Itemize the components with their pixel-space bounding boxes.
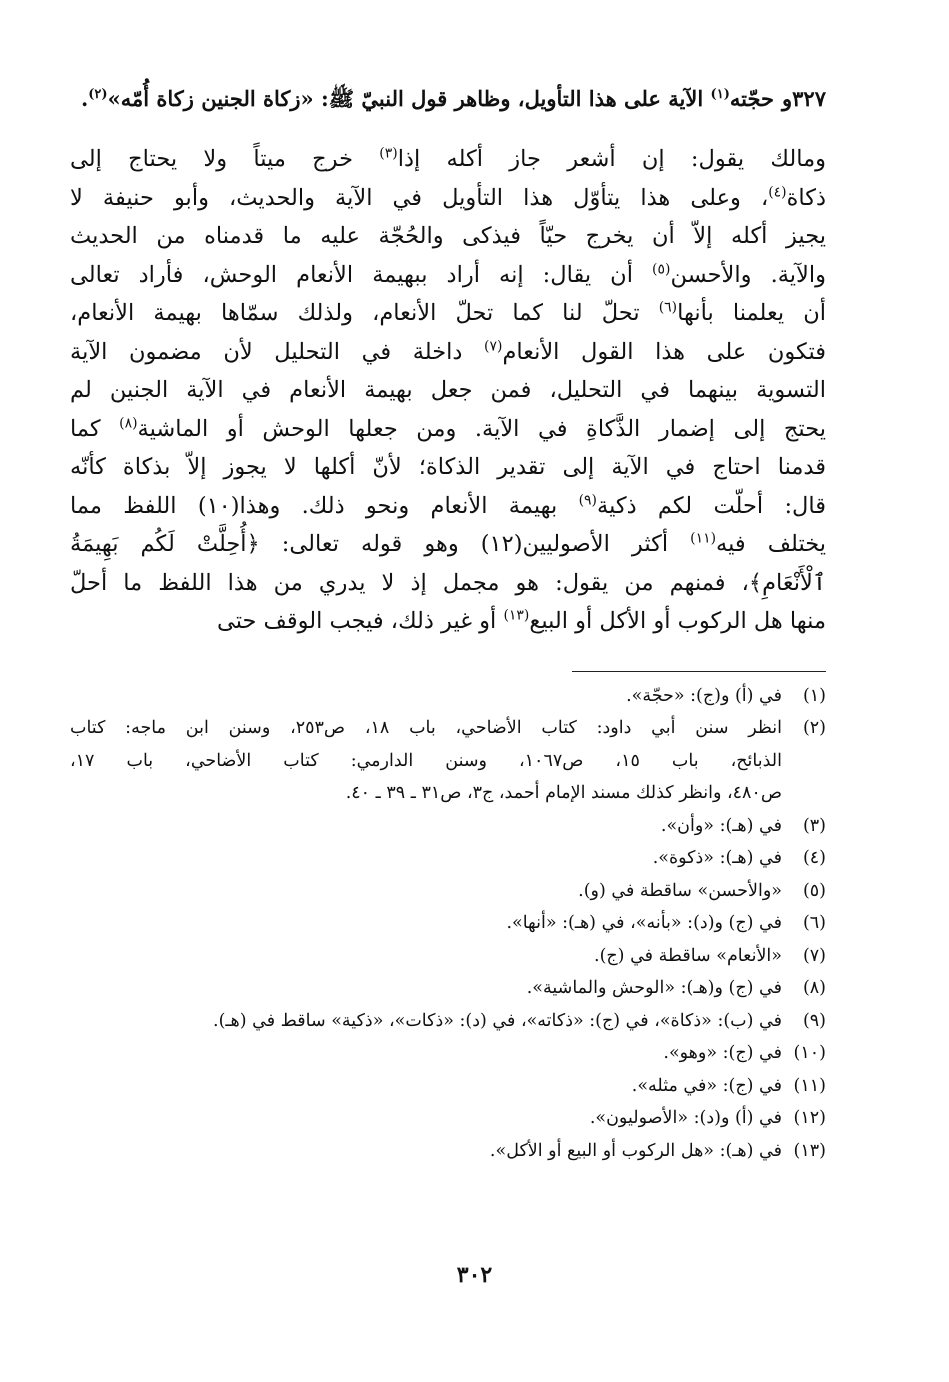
page-number: ٣٠٢: [456, 1262, 493, 1288]
body-text-segment: ذكاة: [786, 184, 826, 211]
body-line: [70, 487, 826, 526]
footnote-line: في (ج): «في مثله».: [631, 1075, 782, 1096]
footnote-line: في (ب): «ذكاة»، في (ج): «ذكاته»، في (د): «ذكات»، «ذكية» ساقط في (هـ).: [213, 1010, 782, 1031]
body-text-segment: أو غير ذلك، فيجب الوقف حتى: [216, 608, 504, 634]
footnote-line: انظر سنن أبي داود: كتاب الأضاحي، باب ١٨، ص٢٥٣، وسنن ابن ماجه: كتاب: [70, 718, 782, 738]
footnote-ref: (٥): [652, 261, 671, 277]
footnote-number: (٩): [802, 1010, 826, 1031]
running-header: [70, 78, 826, 120]
body-line: [70, 179, 826, 218]
footnotes: [70, 680, 826, 1168]
body-text-segment: فتكون على هذا القول الأنعام: [502, 338, 826, 365]
footnote: [70, 972, 826, 1005]
header-text-c: .: [80, 86, 89, 111]
body-text-segment: قال: أحلّت لكم ذكية: [597, 492, 826, 519]
footnote-number: (٦): [802, 913, 826, 933]
footnote-line: «الأنعام» ساقطة في (ج).: [594, 945, 782, 966]
body-text-segment: أن يعلمنا بأنها: [677, 300, 826, 326]
footnote-number: (١١): [793, 1075, 826, 1096]
footnote-line: في (ج): «وهو».: [663, 1043, 782, 1063]
footnote-text: [70, 810, 782, 843]
footnote-text: [70, 940, 782, 973]
footnote: [70, 1102, 826, 1135]
footnote-line: في (هـ): «وأن».: [660, 815, 782, 836]
body-line: [70, 448, 826, 487]
body-text: [70, 140, 826, 641]
body-line: [70, 410, 826, 449]
body-text-segment: ٱلْأَنْعَامِ﴾، فمنهم من يقول: هو مجمل إذ لا يدري من هذا اللفظ ما أحلّ: [70, 569, 826, 596]
header-text: [81, 78, 774, 120]
footnote-text: [70, 1037, 782, 1070]
footnote: [70, 875, 826, 908]
body-line: [70, 371, 826, 410]
body-text-segment: كما: [70, 415, 120, 442]
body-text-segment: ومالك يقول: إن أشعر جاز أكله إذا: [397, 146, 826, 172]
body-text-segment: والآية. والأحسن: [670, 261, 826, 288]
body-text-segment: التسوية بينهما في التحليل، فمن جعل بهيمة الأنعام في الآية الجنين لم: [70, 377, 826, 403]
body-text-segment: قدمنا احتاج في الآية إلى تقدير الذكاة؛ لأنّ أكلها لا يجوز إلاّ بذكاة كأنّه: [70, 454, 826, 480]
body-line: [70, 256, 826, 295]
footnote: [70, 1005, 826, 1038]
footnote-line: ص٤٨٠، وانظر كذلك مسند الإمام أحمد، ج٣، ص٣١ ـ ٣٩ ـ ٤٠.: [345, 783, 782, 803]
footnote-ref: (٩): [578, 492, 597, 508]
header-text-a: حجّته: [729, 86, 774, 111]
footnote-line: «والأحسن» ساقطة في (و).: [578, 880, 782, 901]
footnote-number: (٣): [802, 815, 826, 836]
footnote-number: (١٢): [793, 1108, 826, 1128]
footnote: [70, 680, 826, 713]
footnote-number: (٢): [802, 718, 826, 738]
footnote-text: [70, 1005, 782, 1038]
footnote-ref: (١١): [690, 530, 717, 547]
footnote-text: [70, 972, 782, 1005]
body-text-segment: يحتج إلى إضمار الذَّكاةِ في الآية. ومن جعلها الوحش أو الماشية: [137, 415, 826, 442]
footnote-line: في (ج) و(هـ): «الوحش والماشية».: [526, 978, 782, 998]
footnote-number: (٤): [802, 848, 826, 868]
footnote-text: [70, 842, 782, 875]
body-text-segment: يختلف فيه: [716, 531, 827, 557]
body-line: [70, 294, 826, 333]
footnote: [70, 1037, 826, 1070]
footnote-number: (٧): [802, 945, 826, 966]
footnote-separator: [572, 671, 826, 672]
footnote-text: [70, 1102, 782, 1135]
footnote-ref: (٦): [658, 299, 678, 316]
footnote: [70, 842, 826, 875]
footnote-number: (٥): [802, 880, 826, 901]
body-text-segment: يجيز أكله إلاّ أن يخرج حيّاً فيذكى والحُجّة عليه ما قدمناه من الحديث: [70, 223, 826, 249]
footnote-number: (١٣): [793, 1140, 826, 1161]
footnote-line: في (هـ): «هل الركوب أو البيع أو الأكل».: [489, 1140, 782, 1161]
footnote: [70, 1135, 826, 1168]
body-text-segment: خرج ميتاً ولا يحتاج إلى: [70, 146, 380, 172]
footnote: [70, 810, 826, 843]
manuscript-folio: ٣٢٧و: [782, 86, 826, 111]
body-line: [70, 217, 826, 256]
footnote-line: في (أ) و(ج): «حجّة».: [626, 685, 782, 706]
footnote-line: في (هـ): «ذكوة».: [652, 848, 782, 868]
body-text-segment: تحلّ لنا كما تحلّ الأنعام، ولذلك سمّاها بهيمة الأنعام،: [70, 300, 659, 326]
footnote-ref: (٤): [768, 184, 787, 200]
footnote-number: (١): [802, 685, 826, 706]
page: [70, 78, 826, 1167]
footnote-ref: (٧): [484, 338, 503, 354]
footnote: [70, 1070, 826, 1103]
footnote-text: [70, 680, 782, 713]
body-line: [70, 140, 826, 179]
footnote: [70, 907, 826, 940]
footnote-text: [70, 875, 782, 908]
footnote-ref: (٢): [88, 87, 108, 102]
footnote-text: [70, 1135, 782, 1168]
footnote-text: [70, 712, 782, 810]
body-line: [70, 564, 826, 603]
body-line: [70, 602, 826, 641]
body-text-segment: أكثر الأصوليين(١٢) وهو قوله تعالى: ﴿أُحِلَّتْ لَكُم بَهِيمَةُ: [70, 531, 691, 557]
footnote-ref: (٨): [119, 415, 138, 431]
header-text-b: الآية على هذا التأويل، وظاهر قول النبيّ ﷺ: «زكاة الجنين زكاة أُمّه»: [107, 86, 711, 111]
footnote-number: (١٠): [793, 1043, 826, 1063]
footnote-line: في (ج) و(د): «بأنه»، في (هـ): «أنها».: [506, 913, 782, 933]
body-text-segment: أن يقال: إنه أراد ببهيمة الأنعام الوحش، فأراد تعالى: [70, 261, 653, 288]
body-line: [70, 525, 826, 564]
footnote-ref: (١٣): [503, 607, 530, 624]
footnote-text: [70, 1070, 782, 1103]
body-text-segment: داخلة في التحليل لأن مضمون الآية: [70, 338, 485, 365]
footnote-ref: (٣): [379, 145, 398, 162]
body-line: [70, 333, 826, 372]
body-text-segment: منها هل الركوب أو الأكل أو البيع: [529, 608, 826, 634]
footnote-number: (٨): [802, 978, 826, 998]
footnote-ref: (١): [710, 87, 730, 102]
body-text-segment: بهيمة الأنعام ونحو ذلك. وهذا(١٠) اللفظ مما: [70, 492, 579, 519]
footnote: [70, 940, 826, 973]
footnote-line: في (أ) و(د): «الأصوليون».: [589, 1108, 782, 1128]
footnote-text: [70, 907, 782, 940]
footnote-line: الذبائح، باب ١٥، ص١٠٦٧، وسنن الدارمي: كتاب الأضاحي، باب ١٧،: [70, 750, 782, 771]
body-text-segment: ، وعلى هذا يتأوّل هذا التأويل في الآية والحديث، وأبو حنيفة لا: [70, 184, 769, 211]
footnote: [70, 712, 826, 810]
